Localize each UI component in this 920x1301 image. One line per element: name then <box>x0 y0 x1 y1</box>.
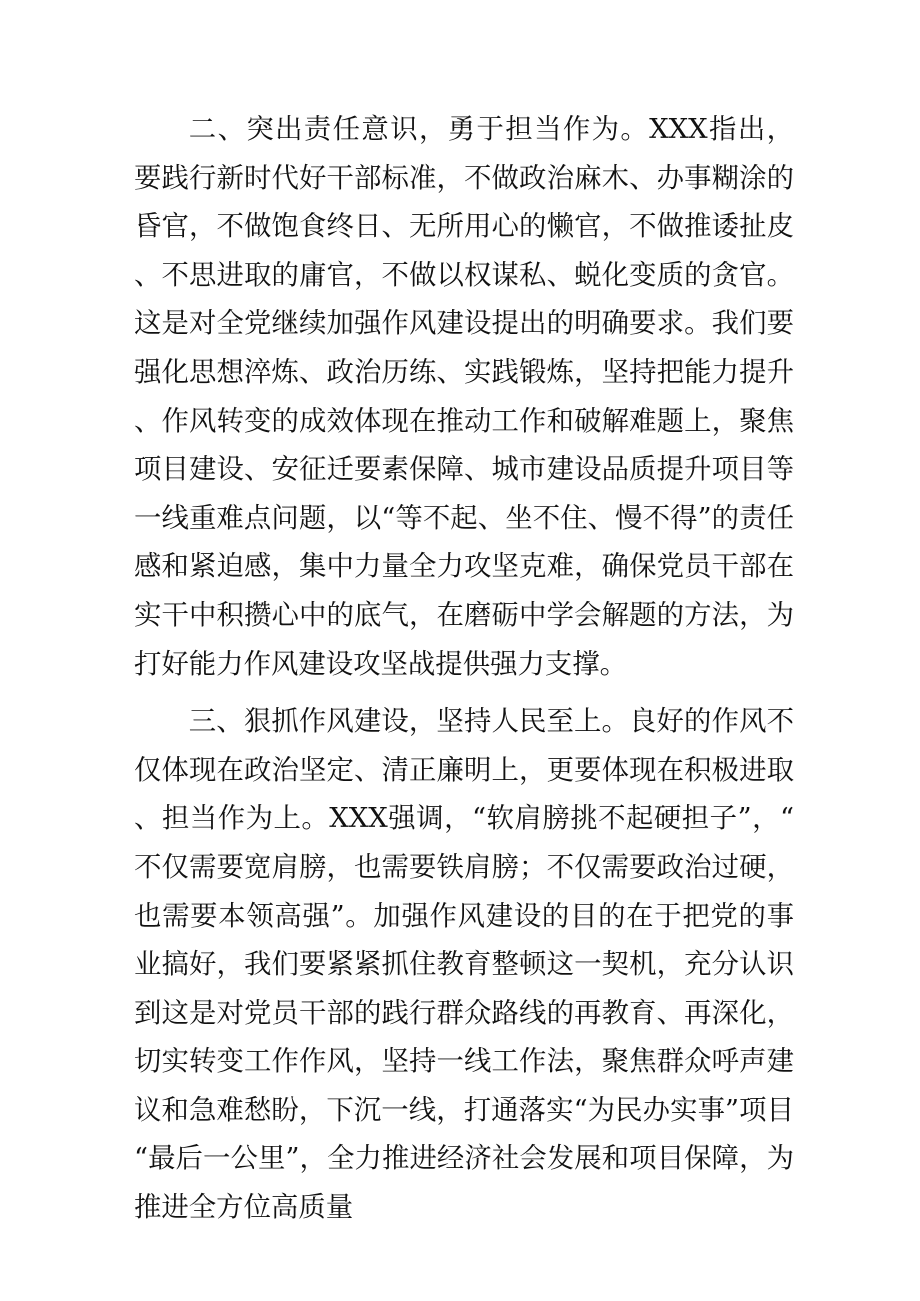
paragraph-work-style: 三、狠抓作风建设，坚持人民至上。良好的作风不仅体现在政治坚定、清正廉明上，更要体现在积极进取、担当作为上。XXX强调，“软肩膀挑不起硬担子”，“不仅需要宽肩膀，也需要铁肩膀；不仅需要政治过硬，也需要本领高强”。加强作风建设的目的在于把党的事业搞好，我们要紧紧抓住教育整顿这一契机，充分认识到这是对党员干部的践行群众路线的再教育、再深化，切实转变工作作风，坚持一线工作法，聚焦群众呼声建议和急难愁盼，下沉一线，打通落实“为民办实事”项目“最后一公里”，全力推进经济社会发展和项目保障，为推进全方位高质量 <box>134 706 794 1224</box>
document-page <box>134 106 794 1233</box>
paragraph-responsibility: 二、突出责任意识，勇于担当作为。XXX指出，要践行新时代好干部标准，不做政治麻木、办事糊涂的昏官，不做饱食终日、无所用心的懒官，不做推诿扯皮、不思进取的庸官，不做以权谋私、蜕化变质的贪官。这是对全党继续加强作风建设提出的明确要求。我们要强化思想淬炼、政治历练、实践锻炼，坚持把能力提升、作风转变的成效体现在推动工作和破解难题上，聚焦项目建设、安征迁要素保障、城市建设品质提升项目等一线重难点问题，以“等不起、坐不住、慢不得”的责任感和紧迫感，集中力量全力攻坚克难，确保党员干部在实干中积攒心中的底气，在磨砺中学会解题的方法，为打好能力作风建设攻坚战提供强力支撑。 <box>134 114 794 680</box>
